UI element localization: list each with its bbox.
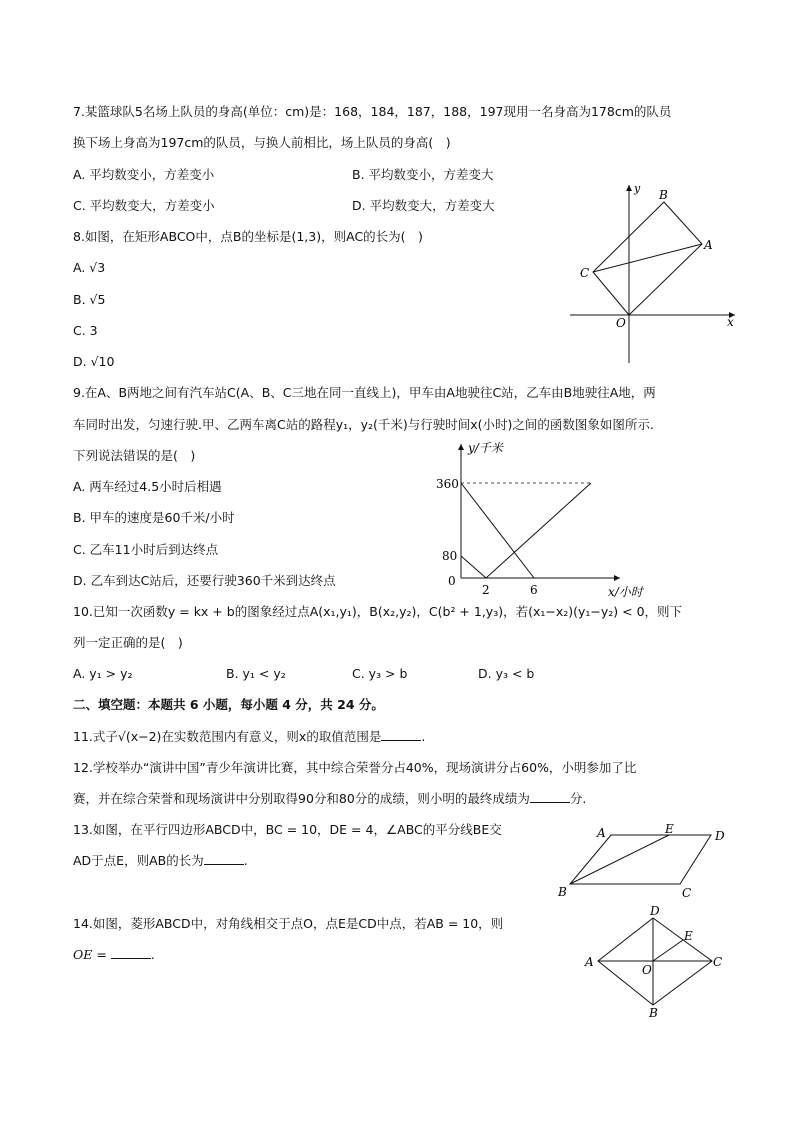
q9-car-a-line — [461, 483, 534, 578]
q12-text: 赛，并在综合荣誉和现场演讲中分别取得90分和80分的成绩，则小明的最终成绩为 — [73, 791, 530, 806]
q14-text: OE = — [73, 947, 111, 962]
q9-stem-line2: 车同时出发，匀速行驶.甲、乙两车离C站的路程y₁，y₂(千米)与行驶时间x(小时)之间的函数图象如图所示. — [73, 417, 654, 432]
q14-answer-blank[interactable] — [111, 946, 151, 959]
q14-rhombus-figure — [580, 903, 730, 1021]
q10-option-b: B. y₁ < y₂ — [226, 666, 286, 681]
q13-stem-line2 — [73, 852, 248, 870]
q9-stem-line3: 下列说法错误的是( ) — [73, 448, 196, 463]
q9-x-axis-label: x/小时 — [608, 585, 643, 599]
q9-option-a: A. 两车经过4.5小时后相遇 — [73, 479, 222, 494]
q8-option-b: B. √5 — [73, 292, 106, 307]
q8-label-b: B — [659, 188, 668, 202]
q14-tail: . — [150, 947, 155, 962]
q8-rectangle-figure — [565, 180, 745, 365]
q13-stem-line1: 13.如图，在平行四边形ABCD中，BC = 10，DE = 4，∠ABC的平分线BE交 — [73, 822, 502, 837]
q13-label-a: A — [597, 826, 606, 840]
q9-car-b-line — [461, 483, 591, 578]
q9-y-axis-label: y/千米 — [468, 441, 503, 455]
q10-option-c: C. y₃ > b — [352, 666, 408, 681]
q13-label-d: D — [715, 829, 725, 843]
q14-segment-oe — [653, 940, 683, 961]
q9-tick-360: 360 — [436, 477, 459, 491]
q8-label-y: y — [634, 182, 641, 195]
q8-segment-ac — [593, 244, 702, 272]
q8-stem: 8.如图，在矩形ABCO中，点B的坐标是(1,3)，则AC的长为( ) — [73, 229, 423, 244]
q12-stem-line1: 12.学校举办“演讲中国”青少年演讲比赛，其中综合荣誉分占40%，现场演讲分占60%，小明参加了比 — [73, 760, 637, 775]
q9-option-b: B. 甲车的速度是60千米/小时 — [73, 510, 235, 525]
q14-label-b: B — [649, 1006, 658, 1020]
q7-option-b: B. 平均数变小，方差变大 — [352, 167, 494, 182]
q8-option-d: D. √10 — [73, 354, 115, 369]
q13-answer-blank[interactable] — [204, 852, 244, 865]
q8-option-a: A. √3 — [73, 260, 106, 275]
q8-label-o: O — [616, 316, 626, 330]
q10-option-a: A. y₁ > y₂ — [73, 666, 133, 681]
q8-option-c: C. 3 — [73, 323, 98, 338]
q12-answer-blank[interactable] — [530, 790, 570, 803]
q9-option-c: C. 乙车11小时后到达终点 — [73, 542, 219, 557]
q11-text: 11.式子√(x−2)在实数范围内有意义，则x的取值范围是 — [73, 729, 382, 744]
q9-distance-time-graph — [425, 438, 665, 600]
q14-stem-line2 — [73, 946, 155, 964]
q7-option-a: A. 平均数变小，方差变小 — [73, 167, 215, 182]
q9-tick-6: 6 — [530, 583, 538, 597]
q13-parallelogram-figure — [555, 820, 735, 900]
q11-answer-blank[interactable] — [381, 728, 421, 741]
q14-label-c: C — [713, 955, 723, 969]
q14-label-e: E — [684, 929, 693, 943]
q10-option-d: D. y₃ < b — [478, 666, 535, 681]
q8-label-c: C — [580, 266, 590, 280]
q12-tail: 分. — [569, 791, 587, 806]
q9-stem-line1: 9.在A、B两地之间有汽车站C(A、B、C三地在同一直线上)，甲车由A地驶往C站，乙车由B地驶往A地，两 — [73, 385, 656, 400]
section-heading: 二、填空题：本题共 6 小题，每小题 4 分，共 24 分。 — [73, 697, 384, 712]
q11-stem — [73, 728, 425, 746]
q8-label-x: x — [727, 315, 734, 329]
q8-label-a: A — [704, 238, 713, 252]
q12-stem-line2 — [73, 790, 586, 808]
q9-tick-80: 80 — [442, 549, 458, 563]
q10-stem-line2: 列一定正确的是( ) — [73, 635, 183, 650]
q7-stem-line2: 换下场上身高为197cm的队员，与换人前相比，场上队员的身高( ) — [73, 135, 451, 150]
q10-stem-line1: 10.已知一次函数y = kx + b的图象经过点A(x₁,y₁)，B(x₂,y₂)，C(b² + 1,y₃)，若(x₁−x₂)(y₁−y₂) < 0，则下 — [73, 604, 683, 619]
q13-segment-be — [570, 835, 669, 884]
q9-tick-2: 2 — [482, 583, 490, 597]
q7-stem-line1: 7.某篮球队5名场上队员的身高(单位：cm)是：168，184，187，188，197现用一名身高为178cm的队员 — [73, 104, 672, 119]
q13-text: AD于点E，则AB的长为 — [73, 853, 204, 868]
q13-label-c: C — [682, 886, 692, 900]
q11-tail: . — [421, 729, 426, 744]
q13-label-b: B — [558, 885, 567, 899]
q7-option-c: C. 平均数变大，方差变小 — [73, 198, 215, 213]
q13-tail: . — [243, 853, 248, 868]
q14-label-a: A — [585, 955, 594, 969]
q14-stem-line1: 14.如图，菱形ABCD中，对角线相交于点O，点E是CD中点，若AB = 10，则 — [73, 916, 504, 931]
q13-label-e: E — [665, 822, 674, 836]
q7-option-d: D. 平均数变大，方差变大 — [352, 198, 495, 213]
q9-option-d: D. 乙车到达C站后，还要行驶360千米到达终点 — [73, 573, 336, 588]
q14-label-d: D — [650, 904, 660, 918]
q9-tick-0: 0 — [448, 574, 456, 588]
q14-label-o: O — [642, 963, 652, 977]
q13-parallelogram — [570, 835, 711, 884]
